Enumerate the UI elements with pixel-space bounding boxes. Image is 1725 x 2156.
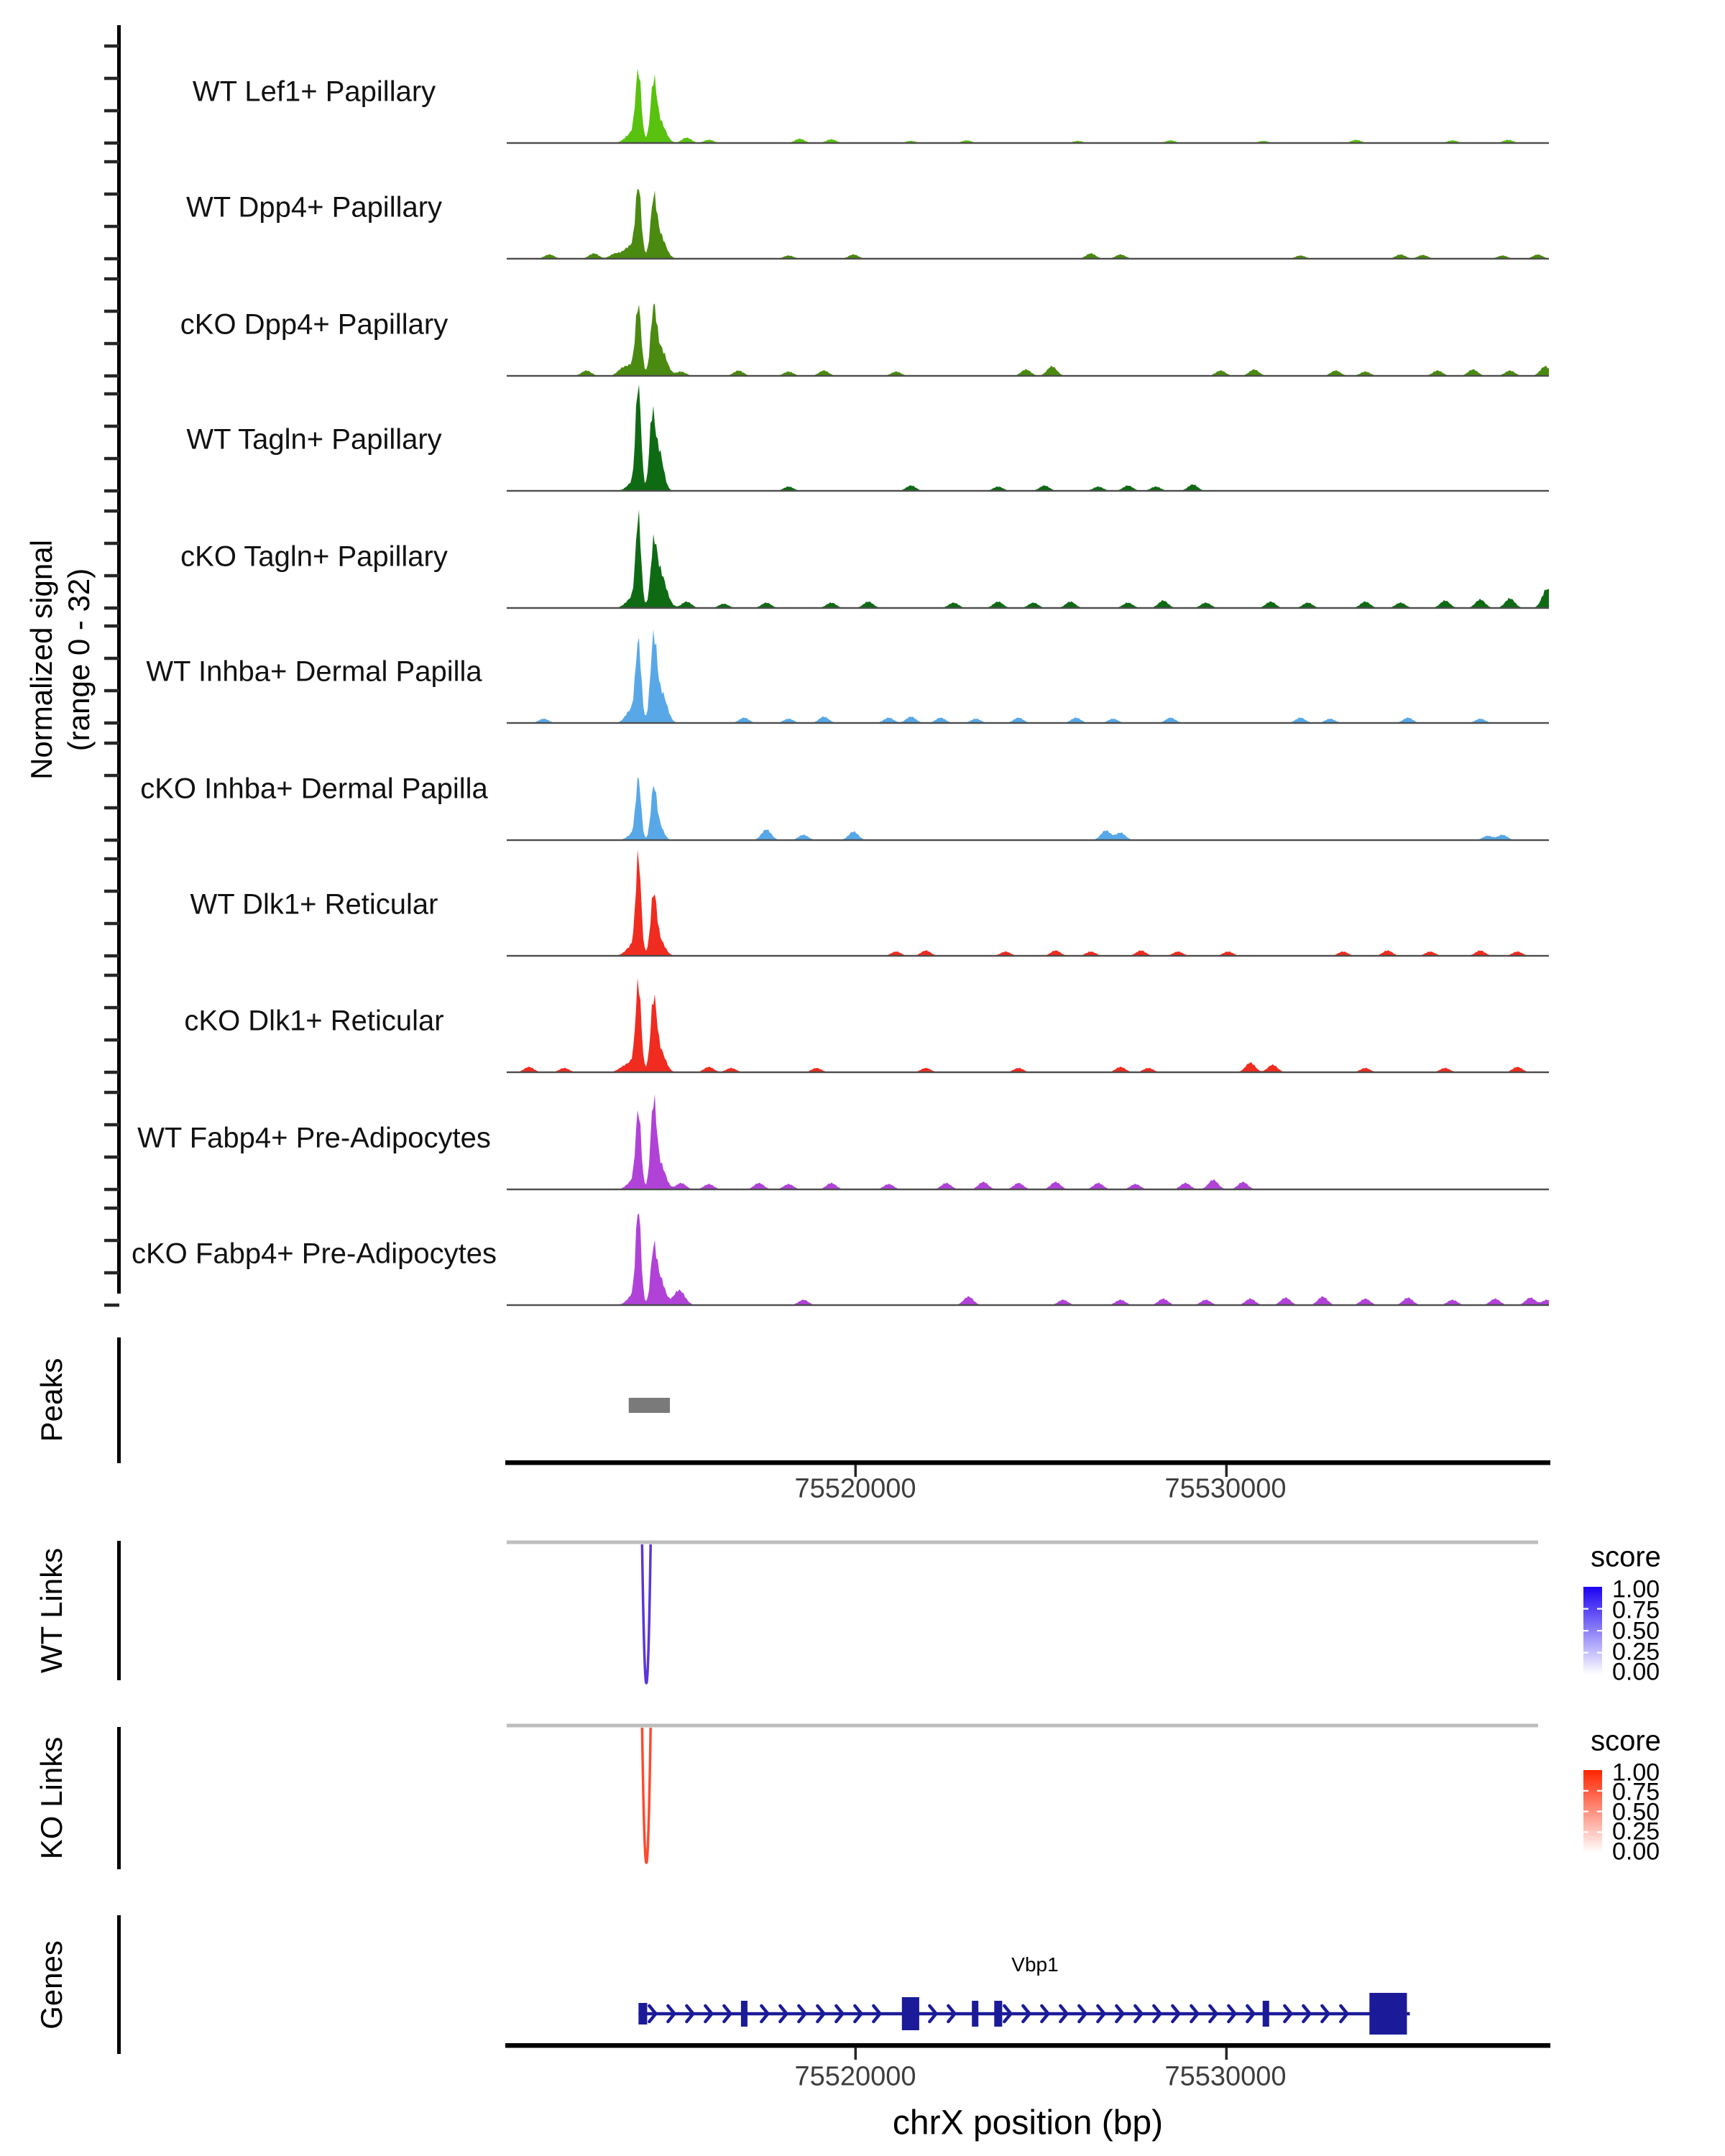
signal-y-axis-tick: [104, 806, 119, 810]
wt-score-tick-0.00: 0.00: [1612, 1658, 1660, 1686]
legend-notch: [1583, 1831, 1588, 1833]
track-label-wt-inhba: WT Inhba+ Dermal Papilla: [146, 655, 482, 688]
track-baseline: [507, 375, 1549, 377]
signal-area-5: [507, 629, 1549, 723]
signal-y-axis-tick: [104, 277, 119, 281]
signal-area-4: [507, 510, 1549, 608]
signal-y-axis-tick: [104, 374, 119, 378]
link-arc-wt: [642, 1544, 650, 1683]
track-label-cko-fabp4: cKO Fabp4+ Pre-Adipocytes: [131, 1238, 497, 1270]
ko-links-section-label: KO Links: [34, 1736, 68, 1860]
track-label-wt-dpp4: WT Dpp4+ Papillary: [185, 191, 443, 224]
track-baseline: [507, 490, 1549, 492]
signal-y-axis-tick: [104, 160, 119, 164]
legend-notch: [1597, 1811, 1602, 1812]
gene-exon: [741, 2001, 748, 2027]
wt-score-tick-0.75: 0.75: [1612, 1596, 1660, 1624]
track-baseline: [507, 955, 1549, 957]
wt-score-tick-0.25: 0.25: [1612, 1638, 1660, 1666]
gene-exon: [1263, 2001, 1269, 2027]
axis1-tick-75520000: 75520000: [794, 1473, 916, 1504]
wt-score-tick-0.50: 0.50: [1612, 1617, 1660, 1645]
track-baseline: [507, 1072, 1549, 1073]
x-axis-title: chrX position (bp): [892, 2104, 1164, 2142]
signal-y-axis-tick: [104, 954, 119, 958]
axis2-tick-mark: [855, 2047, 857, 2060]
signal-area-2: [507, 303, 1549, 376]
signal-y-axis-tick: [104, 193, 119, 196]
signal-y-axis-tick: [104, 342, 119, 346]
genes-section-label: Genes: [34, 1940, 68, 2030]
ko-score-tick-0.00: 0.00: [1612, 1838, 1660, 1866]
track-label-wt-lef1: WT Lef1+ Papillary: [192, 75, 436, 108]
signal-y-axis-tick: [104, 392, 119, 396]
track-baseline: [507, 258, 1549, 259]
track-label-cko-tagln: cKO Tagln+ Papillary: [180, 540, 448, 573]
legend-notch: [1597, 1790, 1602, 1792]
ko-score-tick-0.50: 0.50: [1612, 1798, 1660, 1826]
signal-y-axis-tick: [104, 510, 119, 513]
wt-score-tick-1.00: 1.00: [1612, 1575, 1660, 1603]
legend-notch: [1597, 1831, 1602, 1833]
axis2-tick-mark: [1225, 2047, 1228, 2060]
ko-score-tick-1.00: 1.00: [1612, 1759, 1660, 1787]
axis2-line: [505, 2043, 1550, 2048]
signal-y-axis-tick: [104, 574, 119, 578]
signal-y-axis-tick: [104, 1091, 119, 1095]
signal-y-axis-tick: [104, 774, 119, 778]
gene-body-line: [638, 2012, 1409, 2016]
gene-exon: [972, 2001, 978, 2027]
signal-area-10: [507, 1213, 1549, 1305]
signal-y-axis-tick: [104, 857, 119, 861]
signal-y-axis-tick: [104, 1006, 119, 1010]
ko-score-legend-title: score: [1591, 1725, 1661, 1757]
track-label-wt-dlk1: WT Dlk1+ Reticular: [190, 888, 438, 921]
signal-y-axis-tick: [104, 225, 119, 229]
signal-y-axis-tick: [104, 974, 119, 977]
legend-notch: [1583, 1790, 1588, 1792]
signal-y-axis-tick: [104, 457, 119, 461]
link-arc-ko: [642, 1728, 650, 1863]
signal-y-axis-tick: [104, 1123, 119, 1127]
signal-y-axis-tick: [104, 1038, 119, 1042]
section-axis-segment: [117, 1915, 121, 2054]
signal-y-axis-tick: [104, 1188, 119, 1192]
track-label-wt-fabp4: WT Fabp4+ Pre-Adipocytes: [137, 1122, 491, 1154]
track-baseline: [507, 1304, 1549, 1306]
signal-y-axis-tick: [104, 109, 119, 113]
signal-y-axis-tick: [104, 310, 119, 313]
signal-y-axis-tick: [104, 625, 119, 628]
legend-notch: [1597, 1608, 1602, 1610]
signal-y-axis-tick: [104, 45, 119, 48]
signal-y-axis-tick: [104, 742, 119, 745]
signal-y-axis-tick: [104, 1304, 119, 1307]
signal-y-axis-tick: [104, 890, 119, 893]
section-axis-segment: [117, 1541, 121, 1680]
track-label-cko-inhba: cKO Inhba+ Dermal Papilla: [140, 773, 488, 805]
signal-y-axis-tick: [104, 257, 119, 261]
ko-score-tick-0.75: 0.75: [1612, 1778, 1660, 1806]
legend-notch: [1597, 1630, 1602, 1631]
wt-score-legend-title: score: [1591, 1541, 1661, 1573]
signal-area-9: [507, 1094, 1549, 1189]
track-baseline: [507, 1189, 1549, 1190]
track-baseline: [507, 839, 1549, 841]
signal-y-axis-tick: [104, 1156, 119, 1159]
peak-feature-rect: [629, 1398, 670, 1413]
signal-area-1: [507, 189, 1549, 259]
signal-y-axis-tick: [104, 657, 119, 660]
signal-y-axis-tick: [104, 77, 119, 80]
legend-notch: [1583, 1630, 1588, 1631]
gene-exon: [994, 2001, 1002, 2027]
signal-area-6: [507, 777, 1549, 840]
signal-area-8: [507, 978, 1549, 1073]
signal-area-7: [507, 849, 1549, 956]
signal-area-3: [507, 384, 1549, 491]
track-label-wt-tagln: WT Tagln+ Papillary: [186, 423, 442, 456]
wt-links-section-label: WT Links: [34, 1547, 68, 1674]
signal-y-axis-tick: [104, 922, 119, 926]
axis2-tick-75520000: 75520000: [794, 2061, 916, 2092]
section-axis-segment: [117, 1337, 121, 1463]
legend-notch: [1583, 1608, 1588, 1610]
legend-notch: [1583, 1811, 1588, 1812]
signal-y-axis-tick: [104, 1207, 119, 1210]
gene-name-vbp1: Vbp1: [1011, 1953, 1059, 1976]
signal-y-axis-tick: [104, 542, 119, 545]
signal-y-axis-tick: [104, 607, 119, 610]
gene-exon: [902, 1997, 919, 2030]
links-top-line: [507, 1541, 1538, 1544]
signal-y-axis-tick: [104, 425, 119, 428]
signal-axis-label-line1: Normalized signal: [24, 540, 58, 780]
legend-notch: [1597, 1652, 1602, 1654]
gene-exon: [638, 2003, 647, 2024]
signal-y-axis-tick: [104, 839, 119, 842]
signal-y-axis-tick: [104, 142, 119, 145]
ko-score-tick-0.25: 0.25: [1612, 1818, 1660, 1846]
peaks-section-label: Peaks: [34, 1358, 68, 1442]
axis1-tick-75530000: 75530000: [1164, 1473, 1287, 1504]
axis2-tick-75530000: 75530000: [1164, 2061, 1287, 2092]
track-baseline: [507, 607, 1549, 609]
signal-y-axis-tick: [104, 1239, 119, 1243]
signal-y-axis-tick: [104, 1271, 119, 1275]
signal-area-0: [507, 68, 1549, 143]
track-label-cko-dlk1: cKO Dlk1+ Reticular: [184, 1005, 444, 1037]
legend-notch: [1583, 1652, 1588, 1654]
signal-y-axis-tick: [104, 489, 119, 493]
links-top-line: [507, 1724, 1538, 1728]
signal-y-axis-tick: [104, 689, 119, 693]
track-baseline: [507, 722, 1549, 724]
track-baseline: [507, 142, 1549, 144]
section-axis-segment: [117, 1727, 121, 1869]
signal-axis-label-line2: (range 0 - 32): [62, 568, 96, 752]
gene-exon: [1369, 1993, 1407, 2035]
signal-y-axis-tick: [104, 722, 119, 725]
track-label-cko-dpp4: cKO Dpp4+ Papillary: [180, 308, 448, 341]
signal-y-axis-tick: [104, 1071, 119, 1074]
axis1-line: [505, 1460, 1550, 1465]
